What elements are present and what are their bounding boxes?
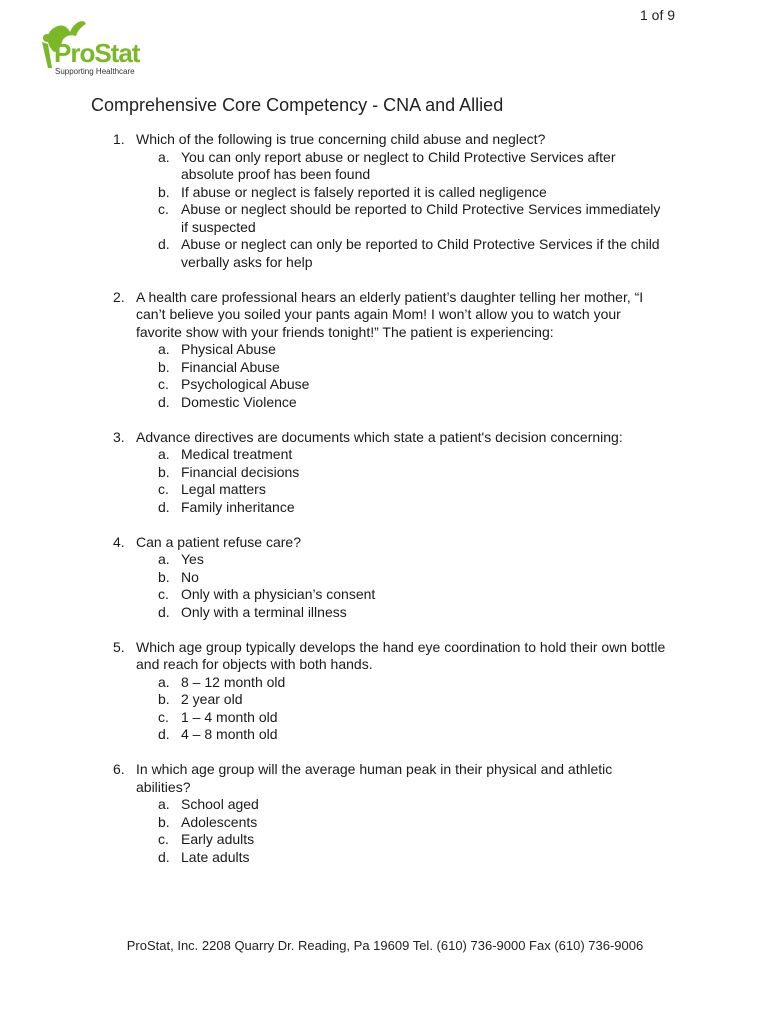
answer-option: [0, 446, 770, 464]
option-text: Psychological Abuse: [181, 376, 310, 392]
option-text: Only with a terminal illness: [181, 603, 347, 620]
option-text: Financial Abuse: [181, 358, 280, 375]
option-letter: c.: [158, 831, 169, 847]
option-letter: b.: [158, 358, 170, 375]
question-number: 5.: [113, 638, 125, 655]
answer-option: [0, 709, 770, 727]
answer-option: [0, 201, 770, 236]
answer-option: [0, 814, 770, 832]
option-letter: c.: [158, 201, 169, 217]
option-letter: d.: [158, 603, 170, 620]
question-item: [0, 131, 770, 271]
document-title: Comprehensive Core Competency - CNA and Allied: [91, 95, 504, 115]
option-letter: a.: [158, 148, 170, 165]
answer-option: [0, 236, 770, 271]
option-letter: c.: [158, 586, 169, 602]
question-text: Can a patient refuse care?: [136, 533, 301, 550]
question-text: A health care professional hears an elderly patient’s daughter telling her mother, “I can’t believe you soiled your pants again Mom! I won’t allow you to watch your favorite show with your friends tonight!” The patient is experiencing:: [136, 288, 644, 340]
option-text: If abuse or neglect is falsely reported it is called negligence: [181, 183, 547, 200]
option-text: 1 – 4 month old: [181, 708, 278, 725]
option-letter: b.: [158, 463, 170, 480]
answer-option: [0, 586, 770, 604]
answer-option: [0, 691, 770, 709]
question-number: 3.: [113, 428, 125, 445]
answer-option: [0, 674, 770, 692]
page-footer: ProStat, Inc. 2208 Quarry Dr. Reading, Pa 19609 Tel. (610) 736-9000 Fax (610) 736-9006: [126, 938, 644, 953]
question-item: [0, 534, 770, 622]
question-text: Advance directives are documents which state a patient's decision concerning:: [136, 428, 623, 445]
option-letter: c.: [158, 376, 169, 392]
answer-option: [0, 604, 770, 622]
answer-option: [0, 849, 770, 867]
option-letter: b.: [158, 183, 170, 200]
answer-option: [0, 726, 770, 744]
answer-option: [0, 481, 770, 499]
question-stem: [0, 761, 770, 796]
option-letter: d.: [158, 848, 170, 865]
option-text: Only with a physician’s consent: [181, 586, 376, 602]
option-text: 4 – 8 month old: [181, 726, 278, 742]
question-list: [0, 131, 770, 884]
question-stem: [0, 429, 770, 447]
option-letter: b.: [158, 813, 170, 830]
answer-option: [0, 184, 770, 202]
question-stem: [0, 639, 770, 674]
answer-option: [0, 499, 770, 517]
option-letter: c.: [158, 708, 169, 725]
answer-option: [0, 464, 770, 482]
answer-option: [0, 341, 770, 359]
option-text: Abuse or neglect can only be reported to Child Protective Services if the child verbally asks for help: [181, 236, 660, 270]
option-text: 8 – 12 month old: [181, 673, 286, 690]
question-item: [0, 761, 770, 866]
option-letter: a.: [158, 796, 170, 812]
question-text: In which age group will the average human peak in their physical and athletic abilities?: [136, 761, 613, 795]
option-text: School aged: [181, 796, 259, 812]
question-text: Which age group typically develops the hand eye coordination to hold their own bottle and reach for objects with both hands.: [136, 638, 666, 672]
option-text: Financial decisions: [181, 463, 300, 480]
answer-option: [0, 569, 770, 587]
answer-option: [0, 359, 770, 377]
answer-option: [0, 831, 770, 849]
answer-option: [0, 394, 770, 412]
question-number: 6.: [113, 761, 125, 777]
question-number: 2.: [113, 288, 125, 305]
option-text: Physical Abuse: [181, 341, 276, 357]
question-item: [0, 289, 770, 412]
answer-option: [0, 796, 770, 814]
option-letter: b.: [158, 568, 170, 585]
option-text: Medical treatment: [181, 446, 293, 462]
question-text: Which of the following is true concerning child abuse and neglect?: [136, 131, 546, 147]
answer-option: [0, 551, 770, 569]
question-item: [0, 639, 770, 744]
option-text: Yes: [181, 551, 204, 567]
option-letter: d.: [158, 726, 170, 742]
option-text: Adolescents: [181, 813, 258, 830]
option-text: Abuse or neglect should be reported to Child Protective Services immediately if suspected: [181, 201, 661, 235]
logo-wordmark: ProStat: [54, 38, 140, 68]
option-text: Late adults: [181, 848, 250, 865]
question-number: 1.: [113, 131, 125, 147]
option-letter: d.: [158, 498, 170, 515]
option-letter: a.: [158, 446, 170, 462]
question-stem: [0, 289, 770, 342]
page-number: 1 of 9: [640, 7, 676, 23]
option-text: Family inheritance: [181, 498, 295, 515]
question-stem: [0, 534, 770, 552]
question-stem: [0, 131, 770, 149]
answer-option: [0, 149, 770, 184]
option-text: 2 year old: [181, 691, 243, 707]
option-letter: a.: [158, 673, 170, 690]
option-text: Domestic Violence: [181, 393, 297, 410]
option-text: No: [181, 568, 199, 585]
option-letter: a.: [158, 341, 170, 357]
option-text: Legal matters: [181, 481, 266, 497]
question-item: [0, 429, 770, 517]
logo-tagline: Supporting Healthcare: [55, 67, 135, 76]
option-text: You can only report abuse or neglect to Child Protective Services after absolute proof has been found: [181, 148, 616, 182]
option-letter: b.: [158, 691, 170, 707]
option-letter: a.: [158, 551, 170, 567]
option-letter: c.: [158, 481, 169, 497]
option-letter: d.: [158, 393, 170, 410]
option-text: Early adults: [181, 831, 255, 847]
option-letter: d.: [158, 236, 170, 252]
question-number: 4.: [113, 533, 125, 550]
answer-option: [0, 376, 770, 394]
